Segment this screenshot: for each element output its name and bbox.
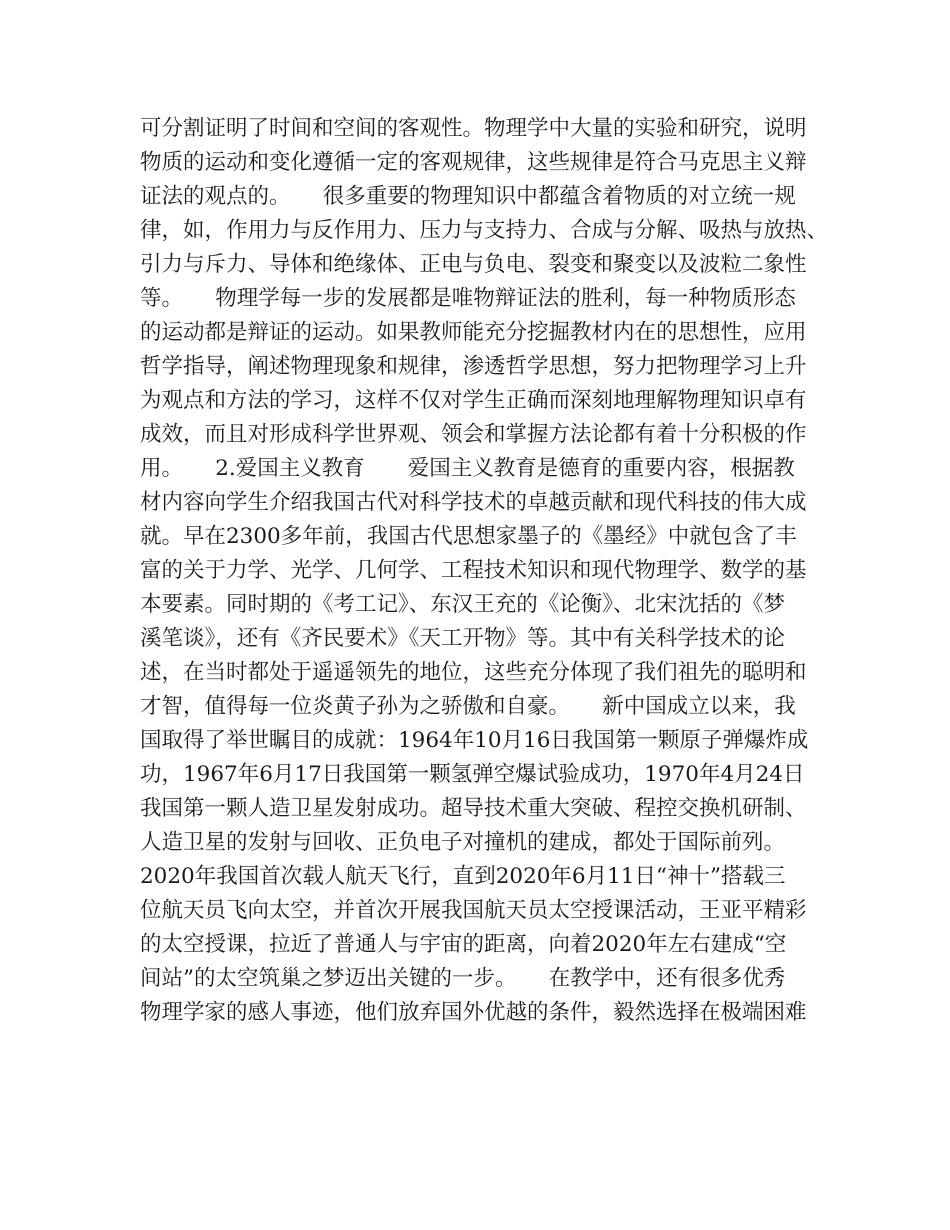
text-line: 律，如，作用力与反作用力、压力与支持力、合成与分解、吸热与放热、: [140, 218, 829, 243]
text-line: 溪笔谈》，还有《齐民要术》《天工开物》等。其中有关科学技术的论: [140, 626, 786, 651]
text-line: 哲学指导，阐述物理现象和规律，渗透哲学思想，努力把物理学习上升: [140, 354, 807, 379]
text-line: 物质的运动和变化遵循一定的客观规律，这些规律是符合马克思主义辩: [140, 150, 807, 175]
body-text: [140, 112, 829, 1030]
text-line: 的太空授课，拉近了普通人与宇宙的距离，向着2020年左右建成“空: [140, 932, 787, 957]
text-line: 我国第一颗人造卫星发射成功。超导技术重大突破、程控交换机研制、: [140, 796, 807, 821]
text-line: 国取得了举世瞩目的成就：1964年10月16日我国第一颗原子弹爆炸成: [140, 728, 809, 753]
text-line: 材内容向学生介绍我国古代对科学技术的卓越贡献和现代科技的伟大成: [140, 490, 807, 515]
text-line: 为观点和方法的学习，这样不仅对学生正确而深刻地理解物理知识卓有: [140, 388, 807, 413]
text-line: 的运动都是辩证的运动。如果教师能充分挖掘教材内在的思想性，应用: [140, 320, 807, 345]
text-line: 人造卫星的发射与回收、正负电子对撞机的建成，都处于国际前列。: [140, 830, 786, 855]
text-line: 富的关于力学、光学、几何学、工程技术知识和现代物理学、数学的基: [140, 558, 807, 583]
text-line: 成效，而且对形成科学世界观、领会和掌握方法论都有着十分积极的作: [140, 422, 807, 447]
text-line: 才智，值得每一位炎黄子孙为之骄傲和自豪。 新中国成立以来，我: [140, 694, 796, 719]
text-line: 2020年我国首次载人航天飞行，直到2020年6月11日“神十”搭载三: [140, 864, 786, 889]
text-line: 引力与斥力、导体和绝缘体、正电与负电、裂变和聚变以及波粒二象性: [140, 252, 807, 277]
text-line: 等。 物理学每一步的发展都是唯物辩证法的胜利，每一种物质形态: [140, 286, 796, 311]
text-line: 间站”的太空筑巢之梦迈出关键的一步。 在教学中，还有很多优秀: [140, 966, 786, 991]
text-line: 功，1967年6月17日我国第一颗氢弹空爆试验成功，1970年4月24日: [140, 762, 805, 787]
text-line: 物理学家的感人事迹，他们放弃国外优越的条件，毅然选择在极端困难: [140, 1000, 807, 1025]
text-line: 可分割证明了时间和空间的客观性。物理学中大量的实验和研究，说明: [140, 116, 807, 141]
text-line: 述，在当时都处于遥遥领先的地位，这些充分体现了我们祖先的聪明和: [140, 660, 807, 685]
text-line: 就。早在2300多年前，我国古代思想家墨子的《墨经》中就包含了丰: [140, 524, 797, 549]
text-line: 用。 2.爱国主义教育 爱国主义教育是德育的重要内容，根据教: [140, 456, 795, 481]
text-line: 证法的观点的。 很多重要的物理知识中都蕴含着物质的对立统一规: [140, 184, 796, 209]
text-line: 本要素。同时期的《考工记》、东汉王充的《论衡》、北宋沈括的《梦: [140, 592, 786, 617]
text-line: 位航天员飞向太空，并首次开展我国航天员太空授课活动，王亚平精彩: [140, 898, 807, 923]
